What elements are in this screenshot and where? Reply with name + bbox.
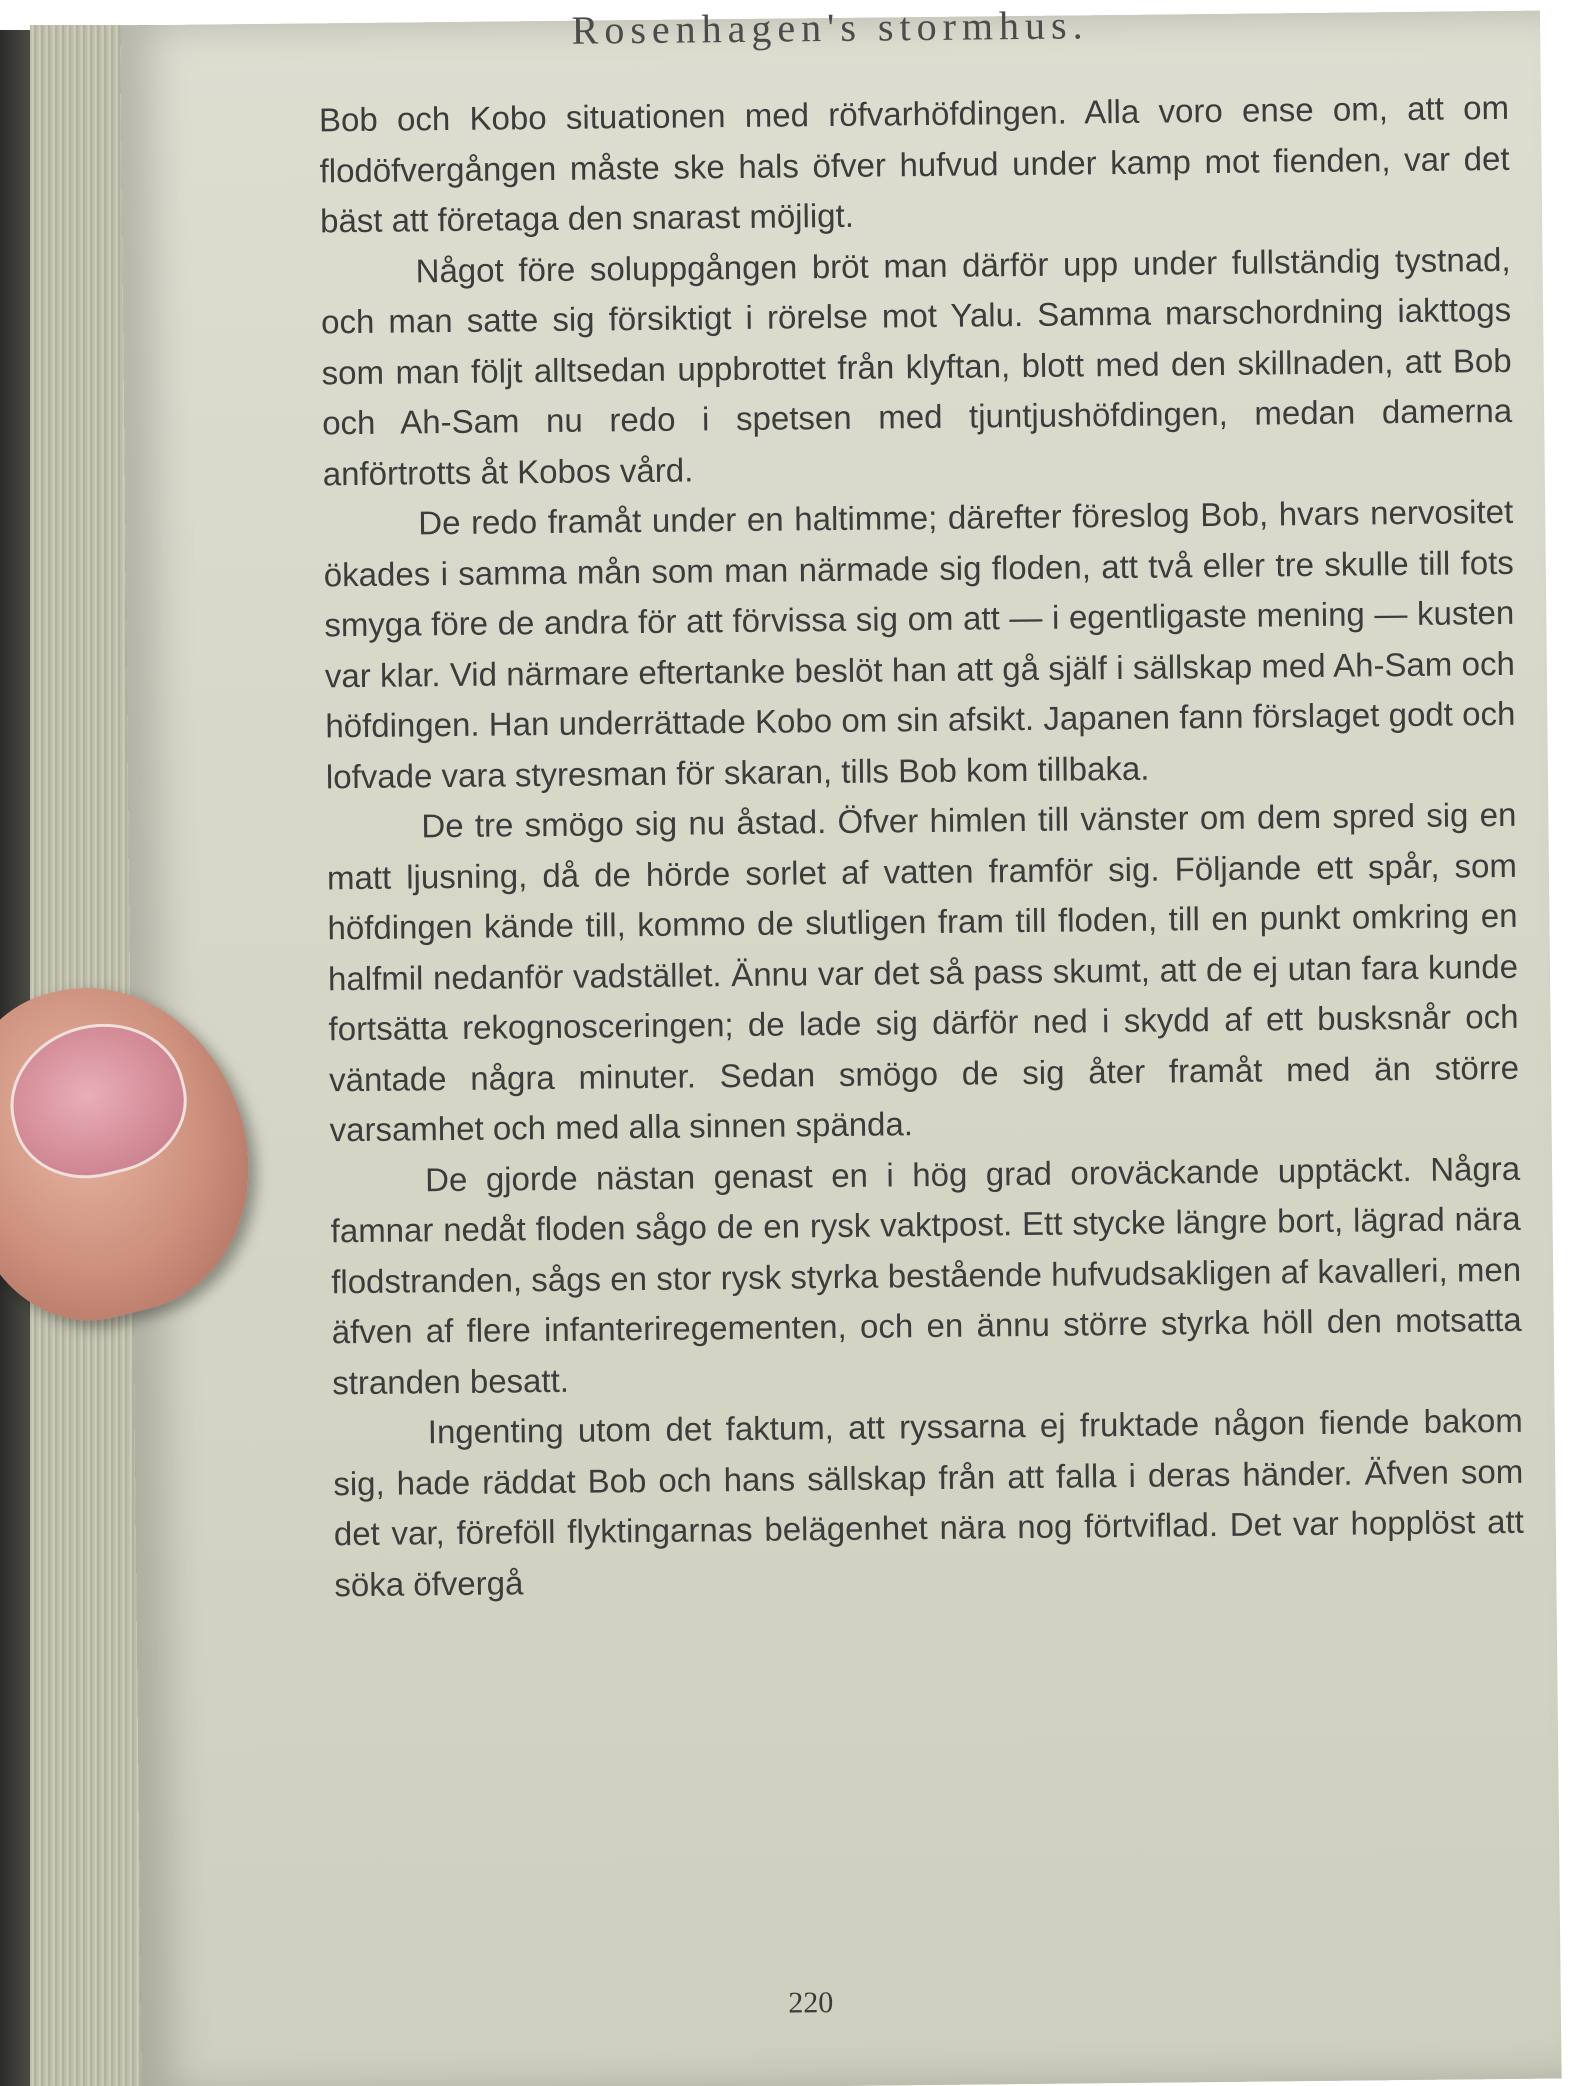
paragraph: De tre smögo sig nu åstad. Öfver himlen till vänster om dem spred sig en matt ljusning, då de hörde sorlet af vatten framför sig. Följande ett spår, som höfdingen kände till, kommo de slutligen fram till floden, till en punkt omkring en halfmil nedanför vadstället. Ännu var det så pass skumt, att de ej utan fara kunde fortsätta rekognosceringen; de lade sig därför ned i skydd af ett busksnår och väntade några minuter. Sedan smögo de sig åter framåt med än större varsamhet och med alla sinnen spända. xyxy=(326,795,1520,1149)
paragraph: Ingenting utom det faktum, att ryssarna ej fruktade någon fiende bakom sig, hade räddat Bob och hans sällskap från att falla i deras händer. Äfven som det var, föreföll flyktingarnas belägenhet nära nog förtviflad. Det var hopplöst att söka öfvergå xyxy=(333,1401,1524,1603)
paragraph: Något före soluppgången bröt man därför upp under fullständig tystnad, och man satte sig försiktigt i rörelse mot Yalu. Samma marschordning iakttogs som man följt alltsedan uppbrottet från klyftan, blott med den skillnaden, att Bob och Ah-Sam nu redo i spetsen med tjuntjushöfdingen, medan damerna anförtrotts åt Kobos vård. xyxy=(320,240,1513,492)
paragraph: De redo framåt under en haltimme; därefter föreslog Bob, hvars nervositet ökades i samma mån som man närmade sig floden, att två eller tre skulle till fots smyga före de andra för att förvissa sig om att — i egentligaste mening — kusten var klar. Vid närmare eftertanke beslöt han att gå själf i sällskap med Ah-Sam och höfdingen. Han underrättade Kobo om sin afsikt. Japanen fann förslaget godt och lofvade vara styresman för skaran, tills Bob kom tillbaka. xyxy=(323,492,1516,795)
page-number: 220 xyxy=(788,1986,834,2020)
paragraph: Bob och Kobo situationen med röfvarhöfdingen. Alla voro ense om, att om flodöfvergången måste ske hals öfver hufvud under kamp mot fienden, var det bäst att företaga den snarast möjligt. xyxy=(318,88,1510,240)
thumbnail-nail xyxy=(0,1006,201,1195)
book-page xyxy=(120,2,1562,2086)
body-text xyxy=(319,83,1525,1610)
paragraph: De gjorde nästan genast en i hög grad oroväckande upptäckt. Några famnar nedåt floden sågo de en rysk vaktpost. Ett stycke längre bort, lägrad nära flodstranden, sågs en stor rysk styrka bestående hufvudsakligen af kavalleri, men äfven af flere infanteriregementen, och en ännu större styrka höll den motsatta stranden besatt. xyxy=(330,1149,1522,1401)
running-head: Rosenhagen's stormhus. xyxy=(571,2,1089,53)
